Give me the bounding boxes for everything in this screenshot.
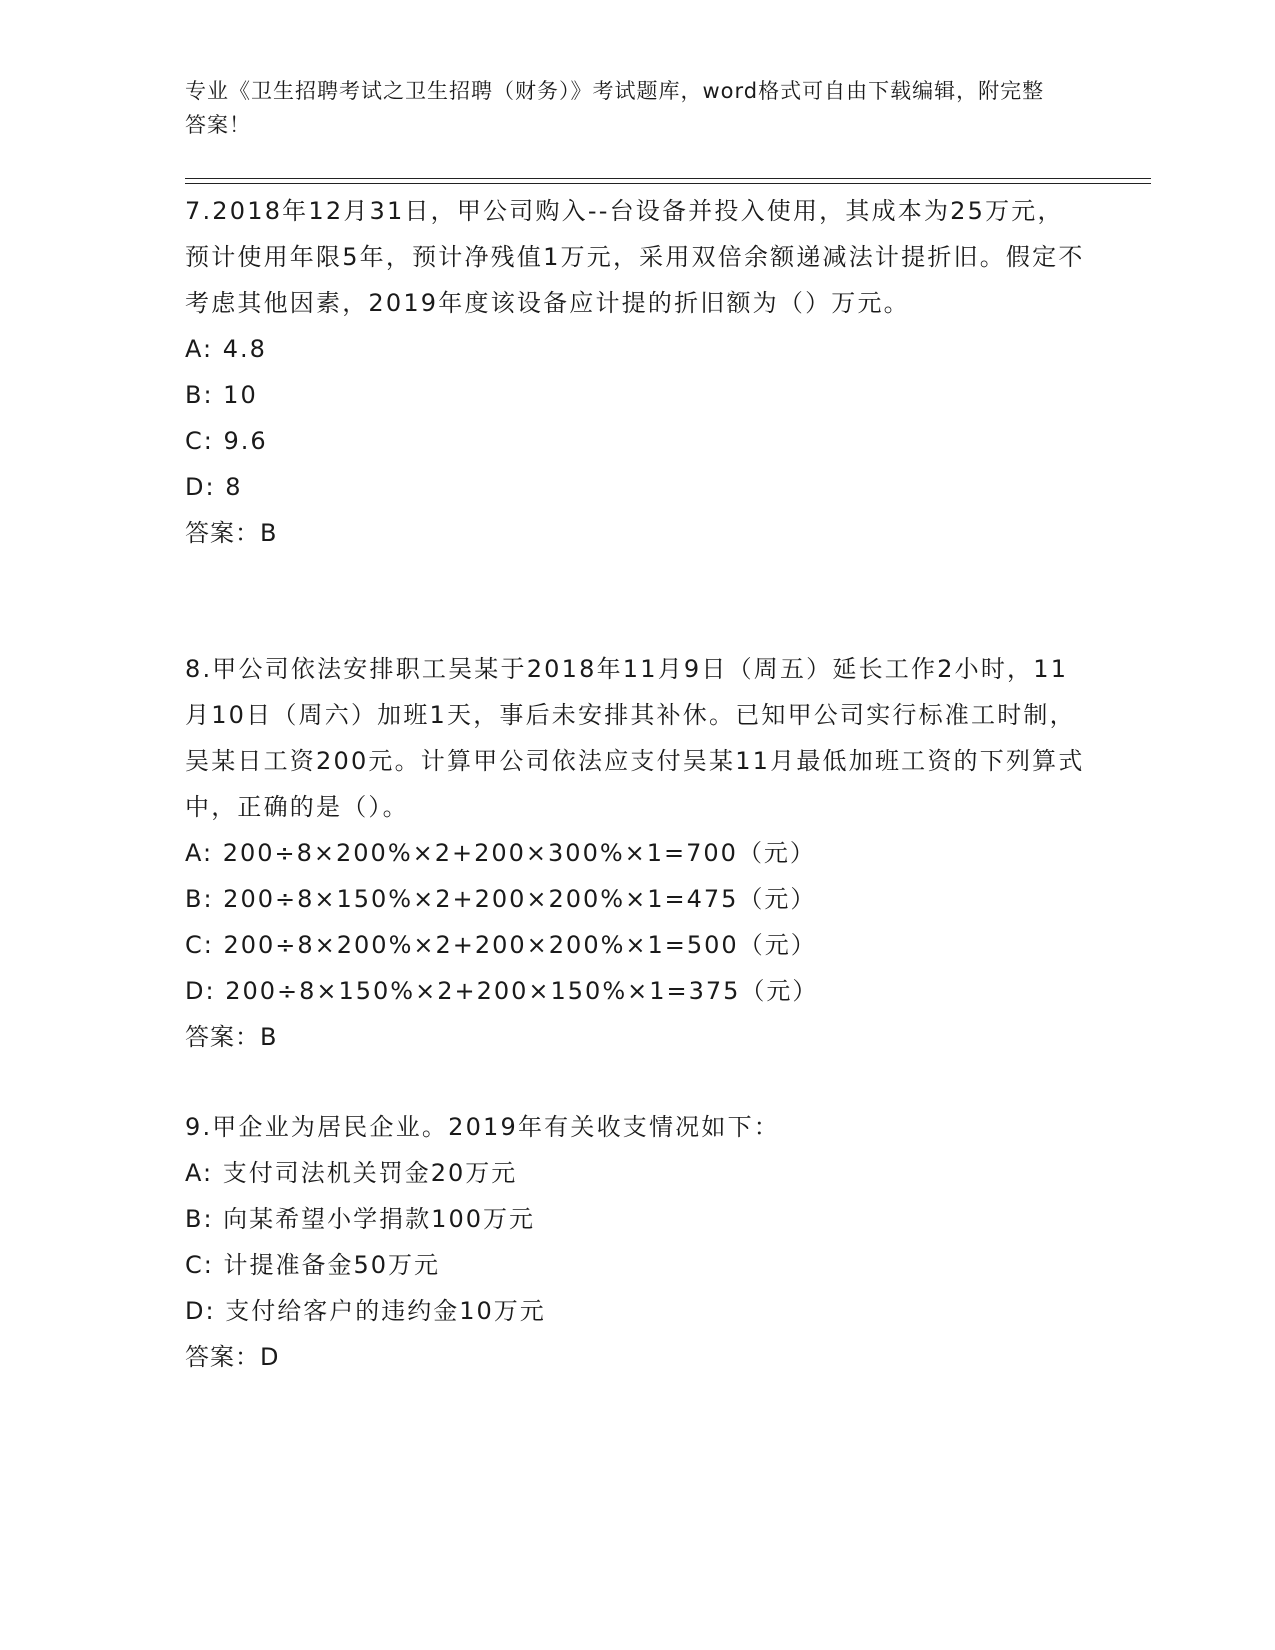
question-9	[185, 1104, 1085, 1380]
option-b: B: 10	[185, 381, 258, 409]
option-d: D: 8	[185, 473, 243, 501]
document-header: 专业《卫生招聘考试之卫生招聘（财务）》考试题库，word格式可自由下载编辑，附完整答案！	[185, 79, 1045, 137]
option-c: C: 9.6	[185, 427, 268, 455]
question-8	[185, 646, 1085, 1060]
header-divider-line	[185, 178, 1151, 179]
option-c: C: 计提准备金50万元	[185, 1251, 441, 1279]
option-c: C: 200÷8×200%×2+200×200%×1=500（元）	[185, 931, 817, 959]
option-a: A: 支付司法机关罚金20万元	[185, 1159, 518, 1187]
question-stem: 7.2018年12月31日，甲公司购入--台设备并投入使用，其成本为25万元，预计使用年限5年，预计净残值1万元，采用双倍余额递减法计提折旧。假定不考虑其他因素，2019年度该设备应计提的折旧额为（）万元。	[185, 197, 1085, 317]
header-divider-line	[185, 183, 1151, 184]
answer: 答案：B	[185, 519, 278, 547]
option-a: A: 4.8	[185, 335, 267, 363]
option-b: B: 向某希望小学捐款100万元	[185, 1205, 535, 1233]
question-stem: 8.甲公司依法安排职工吴某于2018年11月9日（周五）延长工作2小时，11月10日（周六）加班1天，事后未安排其补休。已知甲公司实行标准工时制，吴某日工资200元。计算甲公司依法应支付吴某11月最低加班工资的下列算式中，正确的是（）。	[185, 655, 1085, 821]
question-stem: 9.甲企业为居民企业。2019年有关收支情况如下：	[185, 1113, 780, 1141]
option-a: A: 200÷8×200%×2+200×300%×1=700（元）	[185, 839, 816, 867]
question-7	[185, 188, 1085, 556]
answer: 答案：B	[185, 1023, 278, 1051]
answer: 答案：D	[185, 1343, 280, 1371]
option-d: D: 200÷8×150%×2+200×150%×1=375（元）	[185, 977, 819, 1005]
option-b: B: 200÷8×150%×2+200×200%×1=475（元）	[185, 885, 817, 913]
option-d: D: 支付给客户的违约金10万元	[185, 1297, 546, 1325]
